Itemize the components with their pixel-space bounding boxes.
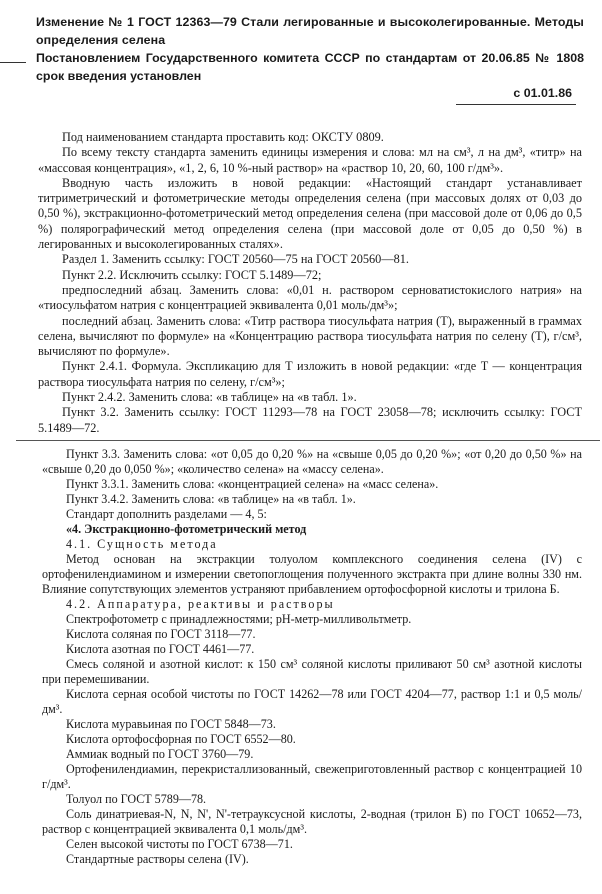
subsection-4-2-heading: 4.2. Аппаратура, реактивы и растворы (66, 597, 335, 611)
paragraph-add-sections: Стандарт дополнить разделами — 4, 5: (66, 507, 267, 521)
paragraph-item-3-3-1: Пункт 3.3.1. Заменить слова: «концентрацией селена» на «масс селена». (66, 477, 439, 491)
reagent-ammonia: Аммиак водный по ГОСТ 3760—79. (66, 747, 254, 761)
reagent-orthophosphoric-acid: Кислота ортофосфорная по ГОСТ 6552—80. (66, 732, 296, 746)
reagent-formic-acid: Кислота муравьиная по ГОСТ 5848—73. (66, 717, 276, 731)
paragraph-section-1: Раздел 1. Заменить ссылку: ГОСТ 20560—75 на ГОСТ 20560—81. (62, 252, 409, 267)
paragraph-method-essence: Метод основан на экстракции толуолом комплексного соединения селена (IV) с ортофенилендиамином и измерении светопоглощения полученного экстракта при длине волны 330 нм. Влияние сопутствующих элементов устраняют прибавлением ортофосфорной кислоты и трилона Б. (42, 552, 582, 596)
paragraph-intro: Вводную часть изложить в новой редакции: «Настоящий стандарт устанавливает титриметрический и фотометрические методы определения селена (при массовых долях от 0,03 до 0,50 %), экстракционно-фотометрический метод определения селена (при массовой доле от 0,06 до 0,5 %) полярографический метод определения селена (при массовой доле от 0,05 до 0,50 %) в легированных и высоколегированных сталях». (38, 175, 582, 252)
paragraph-item-2-4-2: Пункт 2.4.2. Заменить слова: «в таблице» на «в табл. 1». (62, 390, 357, 405)
amendment-body-part1 (38, 130, 582, 436)
effective-date: с 01.01.86 (513, 86, 572, 100)
amendment-title: Изменение № 1 ГОСТ 12363—79 Стали легированные и высоколегированные. Методы определения селена (36, 15, 584, 47)
paragraph-item-3-3: Пункт 3.3. Заменить слова: «от 0,05 до 0,20 %» на «свыше 0,05 до 0,20 %»; «от 0,20 до 0,50 %» на «свыше 0,20 до 0,050 %»; «количество селена» на «массу селена». (42, 447, 582, 476)
paragraph-units: По всему тексту стандарта заменить единицы измерения и слова: мл на см³, л на дм³, «титр» на «массовая концентрация», «1, 2, 6, 10 %-ный раствор» на «раствор 10, 20, 60, 100 г/дм³». (38, 145, 582, 175)
paragraph-item-2-2: Пункт 2.2. Исключить ссылку: ГОСТ 5.1489—72; (62, 267, 322, 282)
reagent-standard-solutions: Стандартные растворы селена (IV). (66, 852, 249, 866)
paragraph-item-3-4-2: Пункт 3.4.2. Заменить слова: «в таблице» на «в табл. 1». (66, 492, 356, 506)
reagent-spectrophotometer: Спектрофотометр с принадлежностями; pH-метр-милливольтметр. (66, 612, 412, 626)
paragraph-item-3-2: Пункт 3.2. Заменить ссылку: ГОСТ 11293—78 на ГОСТ 23058—78; исключить ссылку: ГОСТ 5.1489—72. (38, 405, 582, 435)
reagent-trilon-b: Соль динатриевая-N, N, N', N'-тетрауксусной кислоты, 2-водная (трилон Б) по ГОСТ 10652—73, раствор с концентрацией эквивалента 0,1 моль/дм³. (42, 807, 582, 836)
reagent-orthophenylenediamine: Ортофенилендиамин, перекристаллизованный, свежеприготовленный раствор с концентрацией 10 г/дм³. (42, 762, 582, 791)
decree-statement: Постановлением Государственного комитета СССР по стандартам от 20.06.85 № 1808 срок введения установлен (36, 51, 584, 83)
section-4-heading: «4. Экстракционно-фотометрический метод (66, 522, 307, 536)
date-underline (456, 104, 576, 105)
paragraph-okstu-code: Под наименованием стандарта проставить код: ОКСТУ 0809. (62, 130, 384, 144)
reagent-hydrochloric-acid: Кислота соляная по ГОСТ 3118—77. (66, 627, 256, 641)
paragraph-penultimate: предпоследний абзац. Заменить слова: «0,01 н. раствором серноватистокислого натрия» на «тиосульфатом натрия с концентрацией эквивалента 0,01 моль/дм³»; (38, 282, 582, 313)
reagent-selenium: Селен высокой чистоты по ГОСТ 6738—71. (66, 837, 293, 851)
amendment-body-part2 (42, 447, 582, 867)
subsection-4-1-heading: 4.1. Сущность метода (66, 537, 218, 551)
reagent-sulfuric-acid: Кислота серная особой чистоты по ГОСТ 14262—78 или ГОСТ 4204—77, раствор 1:1 и 0,5 моль/дм³. (42, 687, 582, 716)
margin-mark (0, 62, 26, 63)
paragraph-last: последний абзац. Заменить слова: «Титр раствора тиосульфата натрия (T), выраженный в граммах селена, вычисляют по формуле» на «Концентрацию раствора тиосульфата натрия по селену (T), г/см³, вычисляют по формуле». (38, 313, 582, 359)
reagent-acid-mixture: Смесь соляной и азотной кислот: к 150 см³ соляной кислоты приливают 50 см³ азотной кислоты при перемешивании. (42, 657, 582, 686)
paragraph-item-2-4-1: Пункт 2.4.1. Формула. Экспликацию для T изложить в новой редакции: «где T — концентрация раствора тиосульфата натрия по селену, г/см³»; (38, 359, 582, 389)
reagent-nitric-acid: Кислота азотная по ГОСТ 4461—77. (66, 642, 255, 656)
section-separator (16, 440, 600, 441)
reagent-toluene: Толуол по ГОСТ 5789—78. (66, 792, 207, 806)
